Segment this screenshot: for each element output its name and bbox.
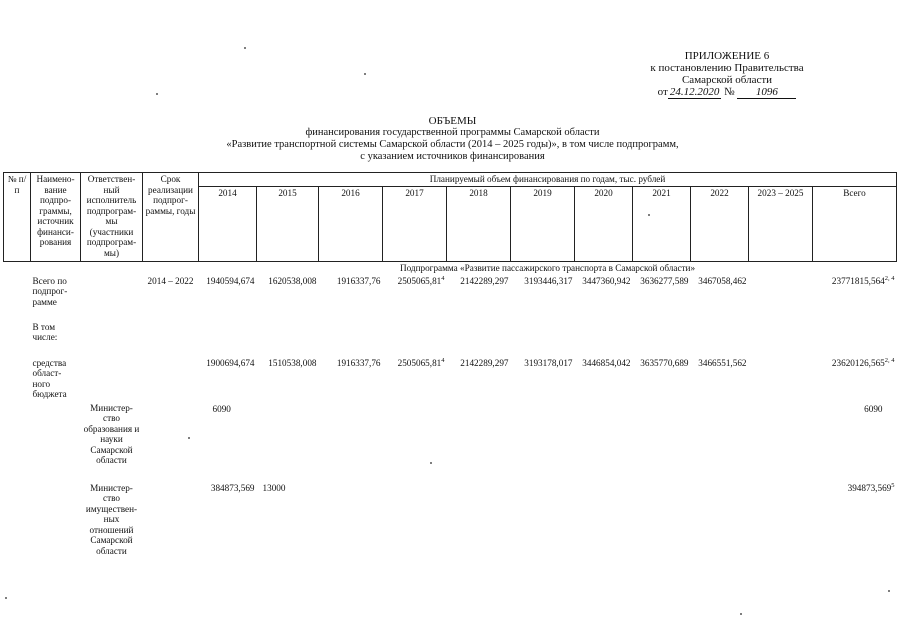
- footnote-mark: 2, 4: [884, 356, 895, 364]
- cell-value: [383, 403, 447, 482]
- row-exec: Министер-ство имуществен-ных отношений Самарской области: [85, 482, 138, 556]
- scan-speck: [5, 597, 7, 599]
- scan-speck: [888, 590, 890, 592]
- cell-value: 3193446,317: [524, 275, 573, 286]
- row-name: [31, 403, 81, 482]
- footnote-mark: 2, 4: [884, 274, 895, 282]
- cell-value: [633, 403, 691, 482]
- cell-value: [749, 403, 813, 482]
- footnote-mark: 4: [441, 274, 445, 282]
- cell-value: [749, 482, 813, 564]
- header-year: 2017: [383, 186, 447, 262]
- cell-value: 3466551,562: [698, 357, 747, 368]
- cell-value: 3635770,689: [640, 357, 689, 368]
- date-value: 24.12.2020: [669, 86, 720, 98]
- value: 2505065,81: [397, 357, 442, 368]
- cell-value: 1510538,008: [268, 357, 317, 368]
- appendix-region: Самарской области: [681, 74, 773, 86]
- header-year: 2023 – 2025: [749, 186, 813, 262]
- header-exec: Ответствен-ный исполнитель подпрограм-мы (участники подпрограм-мы): [81, 173, 143, 262]
- title-line-4: с указанием источников финансирования: [360, 151, 545, 162]
- appendix-block: [627, 50, 827, 99]
- row-name: Всего по подпрог-рамме: [32, 275, 68, 307]
- date-prefix: от: [657, 86, 668, 98]
- cell-value: 1620538,008: [268, 275, 317, 286]
- header-total: Всего: [813, 186, 897, 262]
- cell-value: 2142289,297: [460, 357, 509, 368]
- row-term: 2014 – 2022: [147, 275, 194, 286]
- cell-value: [691, 403, 749, 482]
- table-row: [4, 321, 897, 357]
- row-name: средства област-ного бюджета: [32, 357, 67, 399]
- appendix-title: ПРИЛОЖЕНИЕ 6: [684, 50, 770, 62]
- row-exec: Министер-ство образования и науки Самарской области: [83, 402, 140, 465]
- cell-total: [813, 357, 897, 403]
- value: 23771815,564: [831, 275, 885, 286]
- cell-value: 3193178,017: [524, 357, 573, 368]
- cell-value: [511, 403, 575, 482]
- header-term: Срок реализации подпрог-раммы, годы: [143, 173, 199, 262]
- header-num: № п/п: [4, 173, 31, 262]
- value: 2505065,81: [397, 275, 442, 286]
- row-exec: [81, 275, 143, 321]
- cell-value: [257, 403, 319, 482]
- cell-value: 1916337,76: [336, 357, 381, 368]
- cell-value: 384873,569: [210, 482, 255, 493]
- value: 394873,569: [847, 482, 892, 493]
- header-name: Наимено-вание подпро-граммы, источник финанси-рования: [31, 173, 81, 262]
- row-term: [143, 357, 199, 403]
- header-year: 2014: [199, 186, 257, 262]
- row-exec: [81, 357, 143, 403]
- cell-value: [383, 275, 447, 321]
- cell-value: 1916337,76: [336, 275, 381, 286]
- scan-speck: [740, 613, 742, 615]
- cell-value: [511, 482, 575, 564]
- number-value: 1096: [737, 86, 796, 99]
- header-year: 2016: [319, 186, 383, 262]
- footnote-mark: 4: [441, 356, 445, 364]
- header-year: 2018: [447, 186, 511, 262]
- cell-value: 1940594,674: [206, 275, 255, 286]
- cell-value: [633, 482, 691, 564]
- document-title: [0, 115, 905, 163]
- number-prefix: №: [724, 86, 735, 98]
- value: 23620126,565: [831, 357, 885, 368]
- cell-value: [383, 482, 447, 564]
- table-row: [4, 357, 897, 403]
- cell-value: 13000: [262, 482, 286, 493]
- title-line-1: ОБЪЕМЫ: [428, 115, 477, 127]
- cell-value: 1900694,674: [206, 357, 255, 368]
- header-year: 2020: [575, 186, 633, 262]
- scan-speck: [430, 462, 432, 464]
- cell-value: [447, 403, 511, 482]
- row-term: [143, 403, 199, 482]
- subprogram-row: [4, 262, 897, 275]
- scan-speck: [244, 47, 246, 49]
- header-year: 2015: [257, 186, 319, 262]
- cell-value: 3447360,942: [582, 275, 631, 286]
- subprogram-title: Подпрограмма «Развитие пассажирского транспорта в Самарской области»: [399, 263, 696, 273]
- table-row: [4, 403, 897, 482]
- header-row-1: [4, 173, 897, 187]
- scan-speck: [364, 73, 366, 75]
- cell-total: [813, 482, 897, 564]
- cell-value: 3467058,462: [698, 275, 747, 286]
- cell-value: [749, 275, 813, 321]
- cell-total: [813, 275, 897, 321]
- cell-value: [575, 403, 633, 482]
- cell-value: 3446854,042: [582, 357, 631, 368]
- table-row: [4, 275, 897, 321]
- table-row: [4, 482, 897, 564]
- scan-speck: [648, 214, 650, 216]
- row-term: [143, 482, 199, 564]
- header-year: 2019: [511, 186, 575, 262]
- cell-value: 6090: [212, 403, 231, 414]
- financing-table: [3, 172, 897, 564]
- cell-value: [319, 482, 383, 564]
- cell-value: [447, 482, 511, 564]
- row-name: [31, 482, 81, 564]
- header-year: 2021: [633, 186, 691, 262]
- cell-value: 3636277,589: [640, 275, 689, 286]
- cell-value: 2142289,297: [460, 275, 509, 286]
- scan-speck: [156, 93, 158, 95]
- cell-value: [383, 357, 447, 403]
- header-year: 2022: [691, 186, 749, 262]
- cell-total: 6090: [864, 403, 883, 414]
- footnote-mark: 5: [891, 481, 895, 489]
- title-line-3: «Развитие транспортной системы Самарской области (2014 – 2025 годы)», в том числе подпрограмм,: [226, 139, 679, 150]
- scan-speck: [188, 437, 190, 439]
- cell-value: [691, 482, 749, 564]
- appendix-date-line: [627, 86, 827, 99]
- title-line-2: финансирования государственной программы Самарской области: [305, 127, 600, 138]
- appendix-decree: к постановлению Правительства: [650, 62, 804, 74]
- cell-value: [575, 482, 633, 564]
- cell-value: [319, 403, 383, 482]
- header-planned: Планируемый объем финансирования по годам, тыс. рублей: [199, 173, 897, 187]
- row-name: В том числе:: [32, 321, 58, 342]
- cell-value: [749, 357, 813, 403]
